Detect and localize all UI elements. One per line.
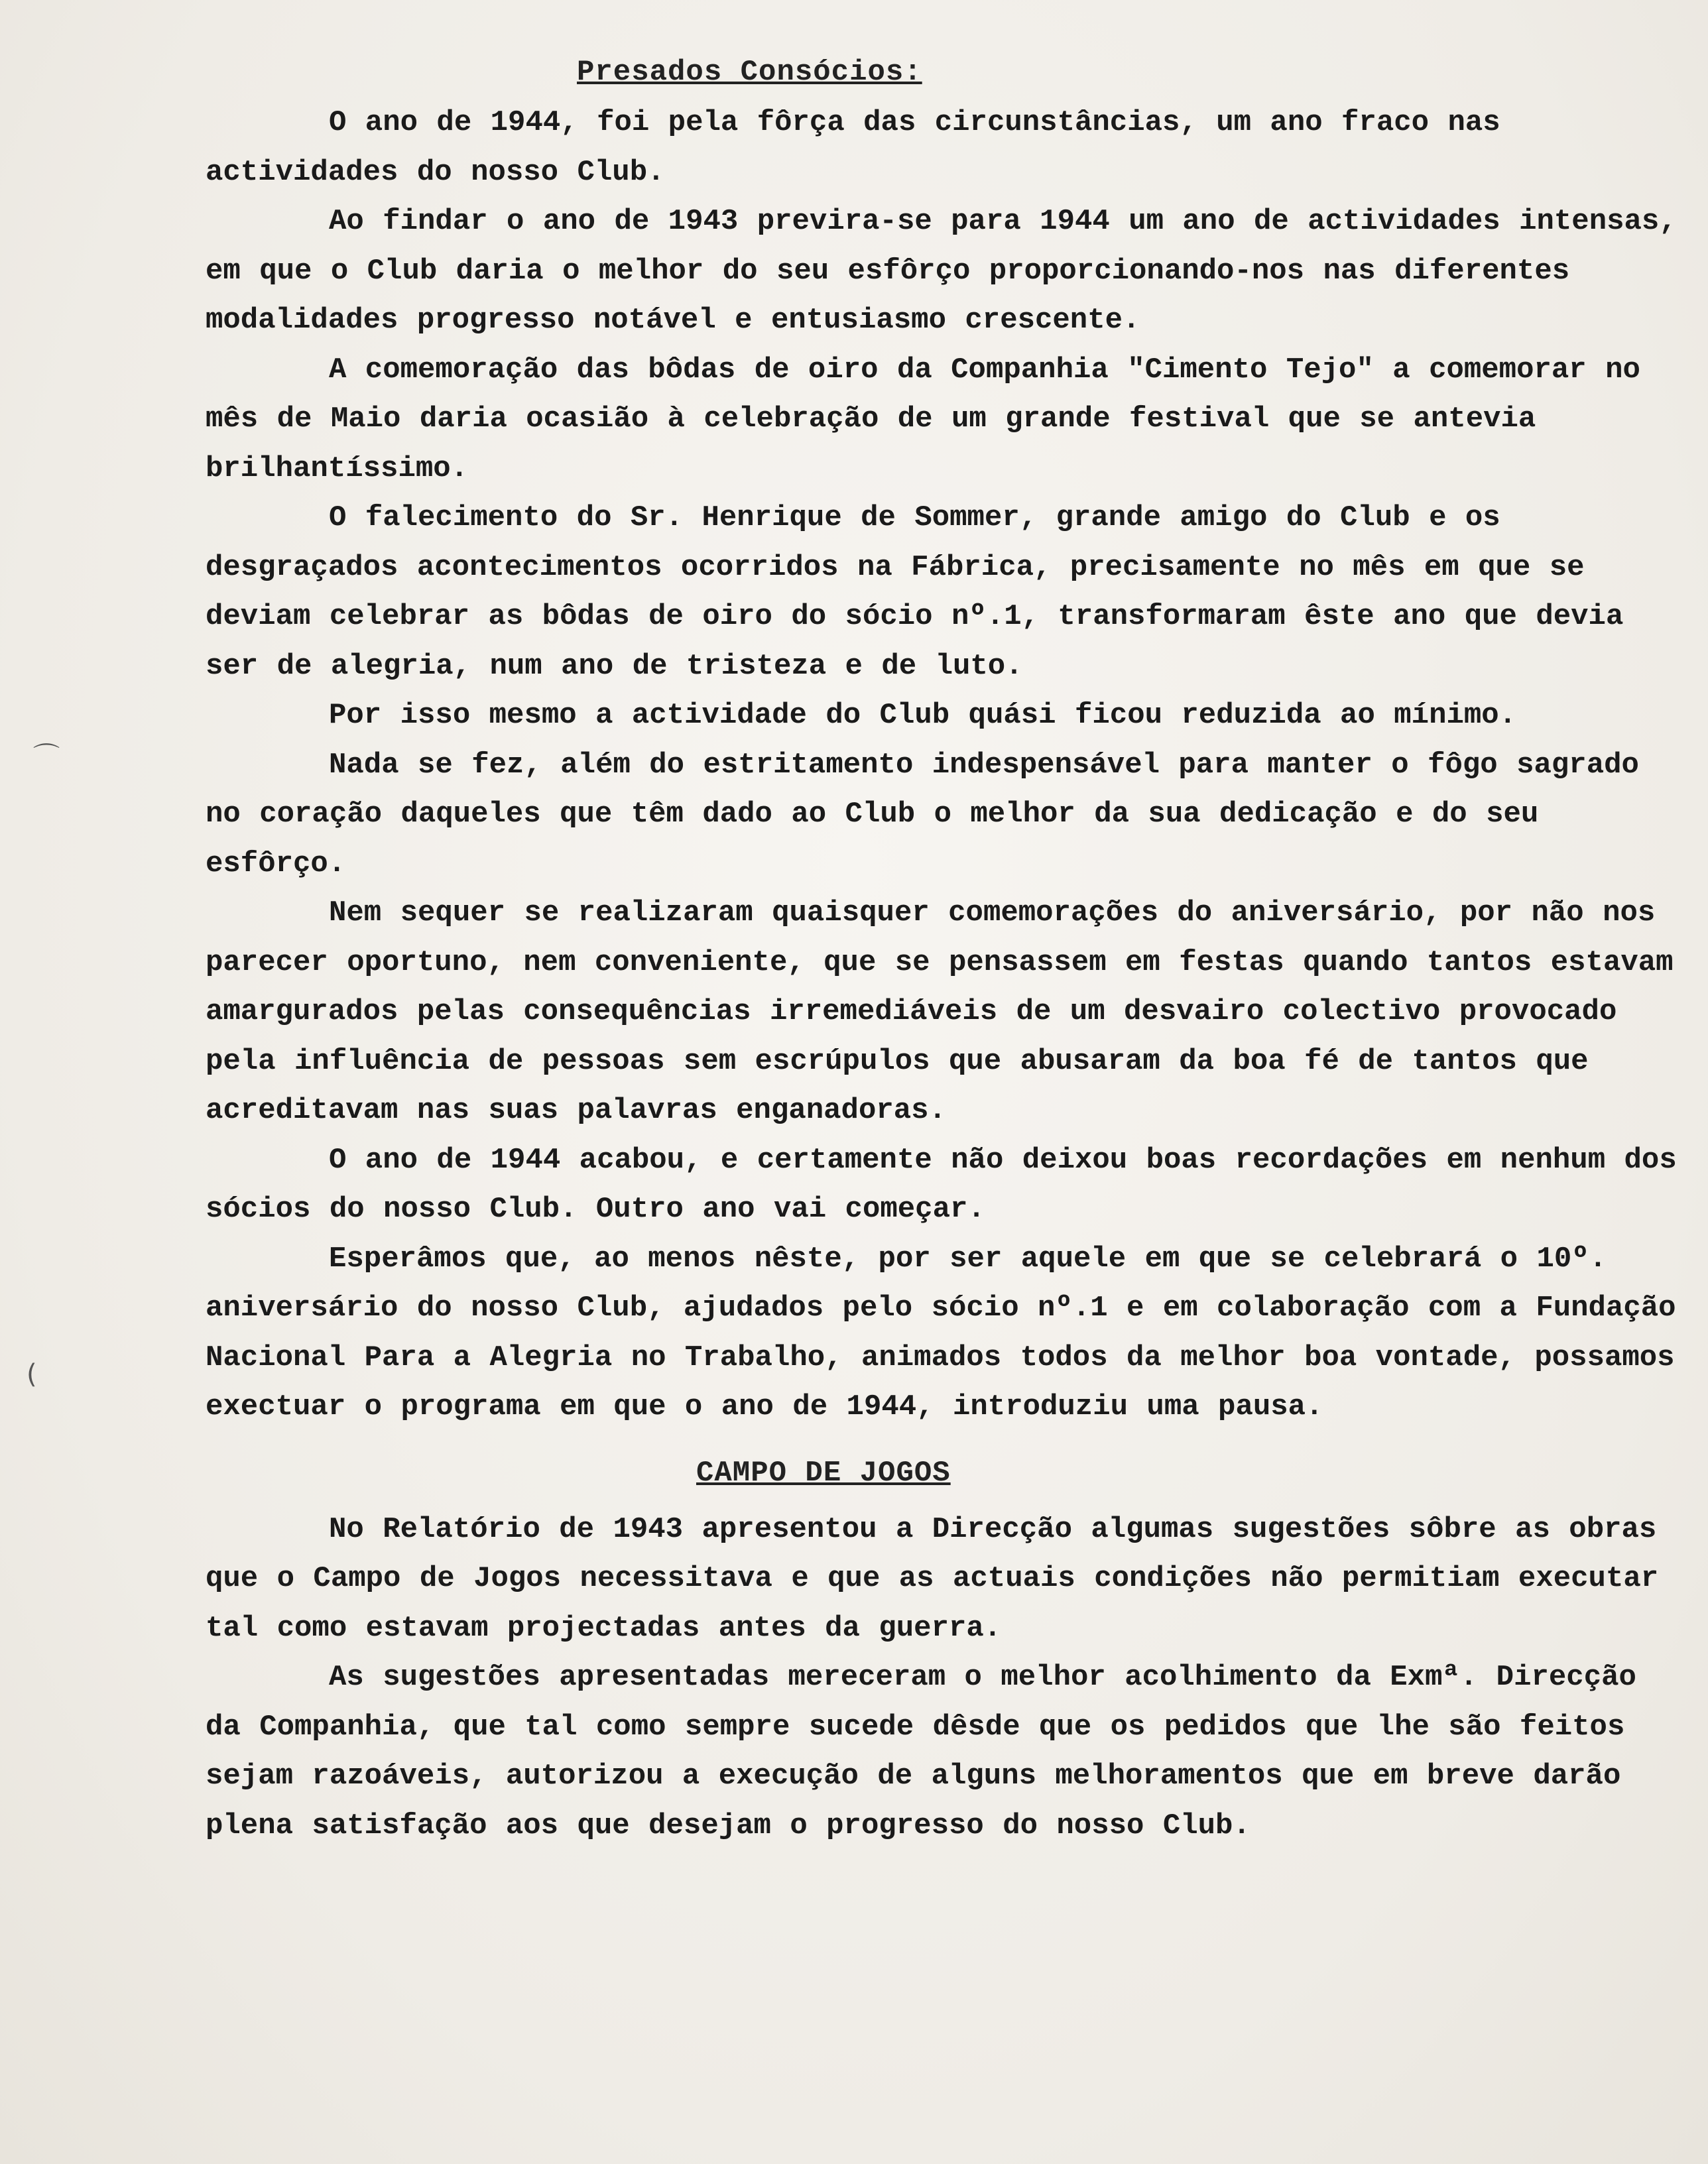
paragraph: Ao findar o ano de 1943 previra-se para 1944 um ano de actividades intensas, em que o Club daria o melhor do seu esfôrço proporcionando-nos nas diferentes modalidades progresso notável e entusiasmo crescente. [206, 205, 1677, 337]
margin-mark: ( [27, 1359, 37, 1390]
margin-mark: ⌒ [33, 742, 60, 772]
letter-body [206, 46, 1677, 1850]
paragraph: O ano de 1944 acabou, e certamente não deixou boas recordações em nenhum dos sócios do nosso Club. Outro ano vai começar. [206, 1143, 1677, 1226]
paragraph: O falecimento do Sr. Henrique de Sommer, grande amigo do Club e os desgraçados acontecimentos ocorridos na Fábrica, precisamente no mês em que se deviam celebrar as bôdas de oiro do sócio nº.1, transformaram êste ano que devia ser de alegria, num ano de tristeza e de luto. [206, 501, 1624, 683]
paragraph: O ano de 1944, foi pela fôrça das circunstâncias, um ano fraco nas actividades do nosso Club. [206, 106, 1500, 189]
paragraph: As sugestões apresentadas mereceram o melhor acolhimento da Exmª. Direcção da Companhia, que tal como sempre sucede dêsde que os pedidos que lhe são feitos sejam razoáveis, autorizou a execução de alguns melhoramentos que em breve darão plena satisfação aos que desejam o progresso do nosso Club. [206, 1661, 1636, 1842]
paragraph: No Relatório de 1943 apresentou a Direcção algumas sugestões sôbre as obras que o Campo de Jogos necessitava e que as actuais condições não permitiam executar tal como estavam projectadas antes da guerra. [206, 1512, 1659, 1645]
section-heading: CAMPO DE JOGOS [696, 1456, 951, 1490]
paragraph: A comemoração das bôdas de oiro da Companhia "Cimento Tejo" a comemorar no mês de Maio daria ocasião à celebração de um grande festival que se antevia brilhantíssimo. [206, 353, 1640, 485]
paragraph: Esperâmos que, ao menos nêste, por ser aquele em que se celebrará o 10º. aniversário do nosso Club, ajudados pelo sócio nº.1 e em colaboração com a Fundação Nacional Para a Alegria no Trabalho, animados todos da melhor boa vontade, possamos exectuar o programa em que o ano de 1944, introduziu uma pausa. [206, 1242, 1676, 1423]
paragraph: Por isso mesmo a actividade do Club quási ficou reduzida ao mínimo. [329, 699, 1517, 732]
salutation-heading: Presados Consócios: [577, 56, 922, 89]
paragraph: Nada se fez, além do estritamento indespensável para manter o fôgo sagrado no coração daqueles que têm dado ao Club o melhor da sua dedicação e do seu esfôrço. [206, 748, 1639, 880]
paragraph: Nem sequer se realizaram quaisquer comemorações do aniversário, por não nos parecer oportuno, nem conveniente, que se pensassem em festas quando tantos estavam amargurados pelas consequências irremediáveis de um desvairo colectivo provocado pela influência de pessoas sem escrúpulos que abusaram da boa fé de tantos que acreditavam nas suas palavras enganadoras. [206, 896, 1674, 1127]
